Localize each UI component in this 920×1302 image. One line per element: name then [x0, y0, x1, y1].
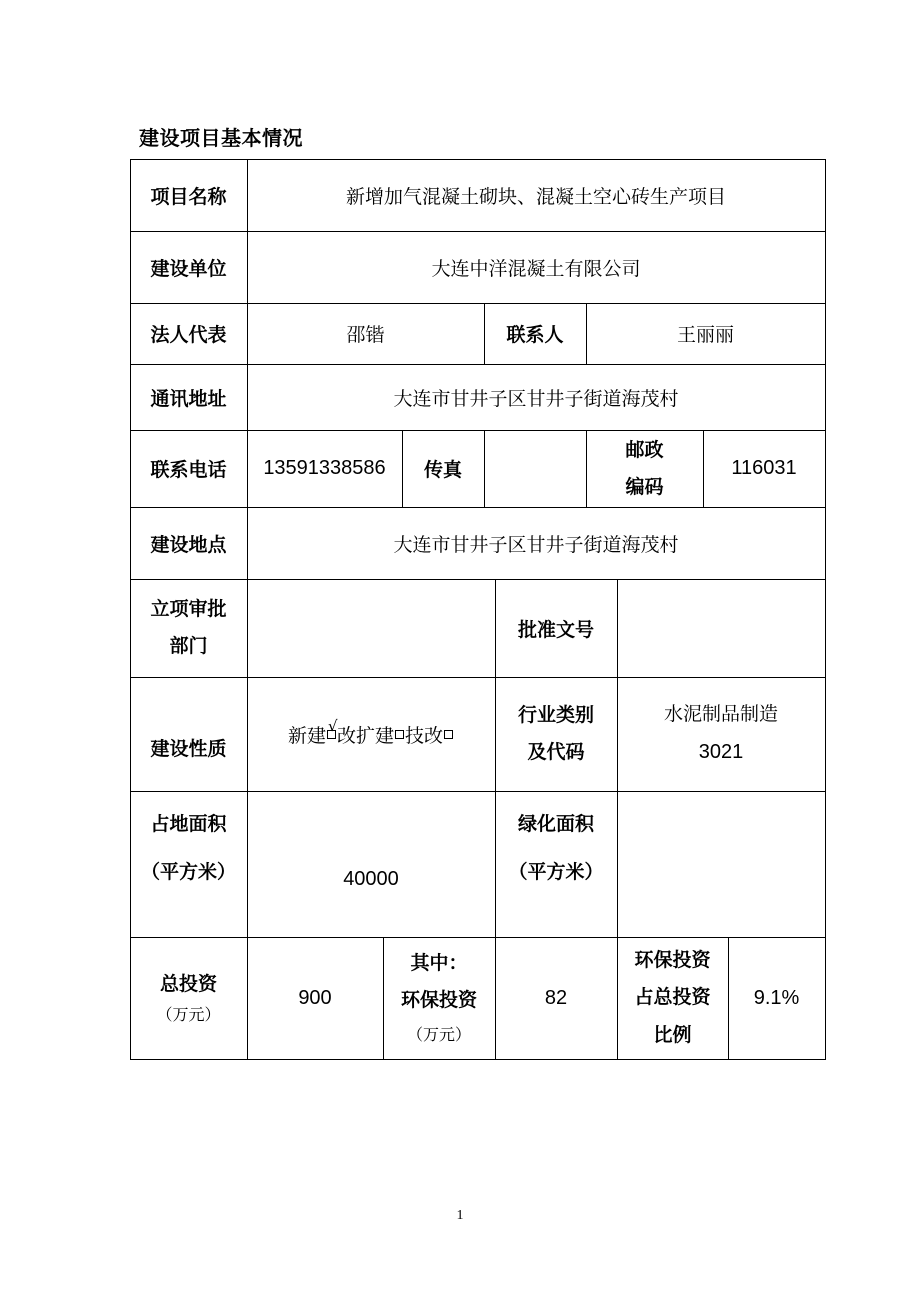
- contact-value: 王丽丽: [676, 324, 734, 346]
- legal-rep-label: 法人代表: [150, 324, 227, 346]
- env-investment-value: 82: [544, 986, 568, 1009]
- check-mark-icon: √: [327, 717, 338, 735]
- nature-tech-checkbox: [444, 730, 453, 739]
- investment-value: 900: [298, 986, 332, 1009]
- investment-label-line1: 总投资: [159, 972, 217, 995]
- builder-label: 建设单位: [150, 257, 227, 280]
- env-investment-label-line2: 环保投资: [400, 989, 477, 1012]
- site-label: 建设地点: [150, 533, 227, 556]
- area-label-line2: （平方米）: [140, 860, 236, 883]
- industry-code: 3021: [698, 741, 744, 764]
- contact-label: 联系人: [506, 324, 564, 346]
- industry-label: [495, 677, 617, 791]
- phone-value: 13591338586: [263, 457, 386, 479]
- area-label-line1: 占地面积: [150, 813, 227, 835]
- project-info-table: [130, 159, 826, 1060]
- legal-rep-value: 邵锴: [346, 324, 385, 346]
- env-investment-label: [383, 937, 495, 1059]
- investment-label: [130, 937, 247, 1059]
- env-ratio-label-line2: 占总投资: [634, 986, 711, 1009]
- approval-dept-value: [247, 579, 495, 677]
- section-title: 建设项目基本情况: [139, 126, 303, 150]
- fax-value: [484, 430, 586, 507]
- area-value: 40000: [343, 868, 399, 890]
- postcode-value: 116031: [731, 457, 797, 479]
- env-investment-label-line1: 其中：: [410, 952, 468, 975]
- investment-label-line2: （万元）: [156, 1004, 221, 1024]
- nature-label: 建设性质: [150, 737, 227, 760]
- project-name-label: 项目名称: [150, 185, 227, 208]
- env-ratio-label: [617, 937, 728, 1059]
- env-ratio-label-line3: 比例: [653, 1023, 692, 1046]
- green-area-label-line2: （平方米）: [508, 860, 604, 883]
- nature-new-text: 新建: [287, 724, 326, 747]
- area-label: [130, 791, 247, 937]
- env-ratio-label-line1: 环保投资: [634, 949, 711, 972]
- env-ratio-value: 9.1%: [753, 986, 800, 1009]
- industry-value: [617, 677, 825, 791]
- approval-doc-label: 批准文号: [517, 618, 594, 641]
- address-value: 大连市甘井子区甘井子街道海茂村: [393, 387, 679, 410]
- nature-reform-checkbox: [395, 730, 404, 739]
- nature-reform-text: 改扩建: [336, 724, 394, 747]
- nature-value: [247, 677, 495, 791]
- green-area-label-line1: 绿化面积: [517, 813, 594, 835]
- env-investment-label-line3: （万元）: [406, 1025, 471, 1045]
- industry-label-line1: 行业类别: [517, 703, 594, 726]
- nature-new-checkbox: [326, 717, 338, 741]
- project-name-value: 新增加气混凝土砌块、混凝土空心砖生产项目: [345, 185, 726, 208]
- approval-doc-value: [617, 579, 825, 677]
- approval-dept-label-line2: 部门: [169, 635, 208, 657]
- address-label: 通讯地址: [150, 387, 227, 410]
- green-area-value: [617, 791, 825, 937]
- postcode-label-line2: 编码: [625, 475, 664, 498]
- nature-tech-text: 技改: [405, 724, 444, 747]
- approval-dept-label: [130, 579, 247, 677]
- green-area-label: [495, 791, 617, 937]
- site-value: 大连市甘井子区甘井子街道海茂村: [393, 533, 679, 556]
- postcode-label-line1: 邮政: [625, 439, 664, 462]
- phone-label: 联系电话: [150, 459, 227, 481]
- builder-value: 大连中洋混凝土有限公司: [431, 257, 641, 280]
- postcode-label: [586, 430, 703, 507]
- page-number: 1: [456, 1208, 464, 1223]
- industry-name: 水泥制品制造: [663, 702, 778, 725]
- approval-dept-label-line1: 立项审批: [150, 597, 227, 620]
- fax-label: 传真: [423, 459, 462, 481]
- industry-label-line2: 及代码: [527, 741, 585, 763]
